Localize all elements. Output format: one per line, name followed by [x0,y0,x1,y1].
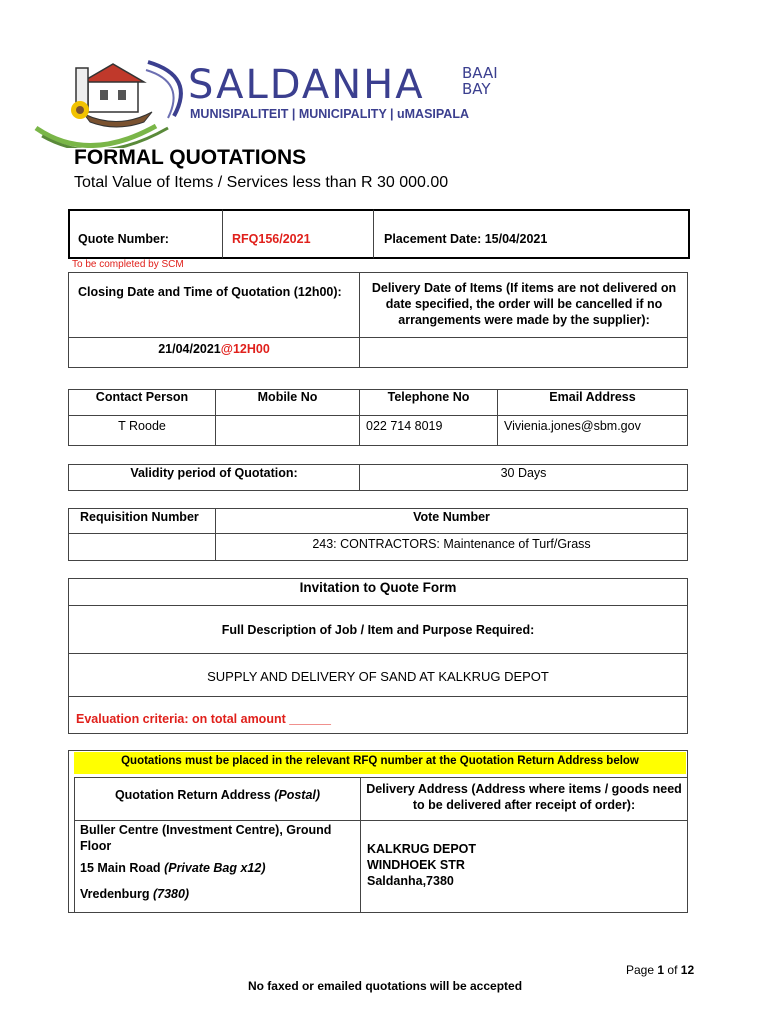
postal-label: Quotation Return Address (Postal) [114,788,321,802]
closing-date-value [68,342,360,356]
postal-address-line1: Buller Centre (Investment Centre), Ground Floor [80,823,332,853]
postal-address-line2: 15 Main Road (Private Bag x12) [80,861,266,875]
evaluation-criteria: Evaluation criteria: on total amount ______ [76,712,331,726]
logo-emblem-icon [28,56,198,148]
page-subtitle: Total Value of Items / Services less than R 30 000.00 [74,174,449,191]
invitation-title: Invitation to Quote Form [299,580,457,595]
mobile-header: Mobile No [257,390,318,404]
contact-value-cell [215,415,360,446]
closing-label-cell [68,272,360,338]
placement-date: Placement Date: 15/04/2021 [384,232,548,246]
logo-tagline: MUNISIPALITEIT | MUNICIPALITY | uMASIPALA [190,107,469,121]
delivery-address-line3: Saldanha,7380 [367,874,454,888]
delivery-address-line1: KALKRUG DEPOT [367,842,477,856]
closing-label: Closing Date and Time of Quotation (12h00): [78,285,342,299]
vote-value: 243: CONTRACTORS: Maintenance of Turf/Grass [312,537,591,551]
delivery-note: Delivery Date of Items (If items are not delivered on date specified, the order will be cancelled if no arrangements were made by the supplier): [371,281,677,327]
contact-person-header: Contact Person [95,390,189,404]
email-value: Vivienia.jones@sbm.gov [504,419,641,433]
closing-time: @12H00 [220,342,270,356]
footer-notice: No faxed or emailed quotations will be accepted [247,979,523,993]
validity-value: 30 Days [500,466,547,480]
telephone-value: 022 714 8019 [366,419,443,433]
page-title: FORMAL QUOTATIONS [74,146,307,169]
municipality-logo [28,56,508,148]
validity-label: Validity period of Quotation: [130,466,298,480]
vote-label: Vote Number [413,510,490,524]
logo-name: SALDANHA [188,62,425,108]
logo-baai: BAAI [462,64,498,82]
description-value: SUPPLY AND DELIVERY OF SAND AT KALKRUG DEPOT [207,669,549,684]
telephone-header: Telephone No [387,390,470,404]
quote-number-value: RFQ156/2021 [232,232,311,246]
page-number: Page 1 of 12 [626,963,695,977]
contact-person-value: T Roode [118,419,166,433]
requisition-value-cell [68,533,216,561]
return-banner-text: Quotations must be placed in the relevant RFQ number at the Quotation Return Address below [121,755,639,767]
postal-address-line3: Vredenburg (7380) [80,887,190,901]
logo-bay: BAY [462,80,491,98]
closing-date: 21/04/2021 [158,342,221,356]
email-header: Email Address [549,390,636,404]
quote-number-label: Quote Number: [78,232,169,246]
description-label: Full Description of Job / Item and Purpose Required: [221,623,535,637]
requisition-label: Requisition Number [80,510,199,524]
scm-note: To be completed by SCM [72,259,184,270]
delivery-address-line2: WINDHOEK STR [367,858,465,872]
delivery-label: Delivery Address (Address where items / goods need to be delivered after receipt of order): [366,782,682,812]
delivery-date-cell [359,337,688,368]
